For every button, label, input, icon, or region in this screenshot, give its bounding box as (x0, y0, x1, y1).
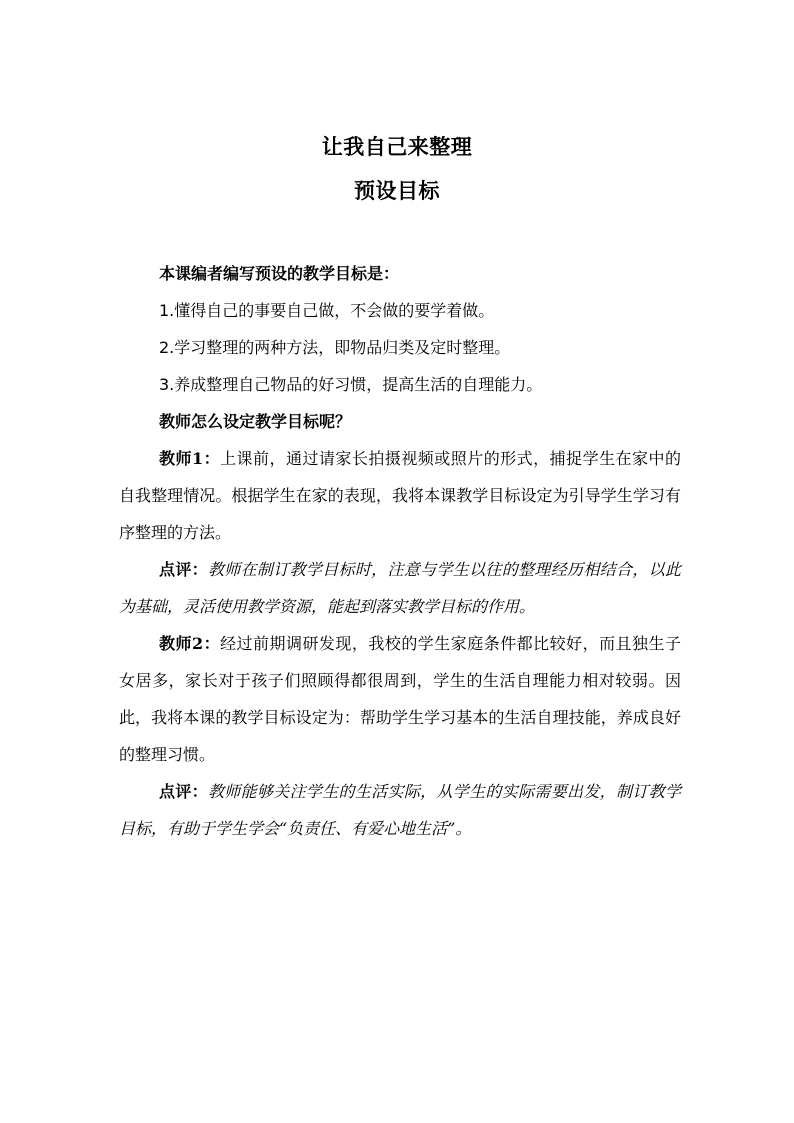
teacher2-text: 经过前期调研发现，我校的学生家庭条件都比较好，而且独生子女居多，家长对于孩子们照顾得都很周到，学生的生活自理能力相对较弱。因此，我将本课的教学目标设定为：帮助学生学习基本的生活自理技能，养成良好的整理习惯。 (119, 634, 681, 764)
goal-item-2: 2.学习整理的两种方法，即物品归类及定时整理。 (159, 338, 511, 357)
document-subtitle: 预设目标 (354, 178, 440, 203)
comment1-text: 教师在制订教学目标时，注意与学生以往的整理经历相结合，以此为基础，灵活使用教学资源，能起到落实教学目标的作用。 (119, 560, 681, 616)
teacher2-label: 教师2： (159, 634, 221, 653)
goal-item-1: 1.懂得自己的事要自己做，不会做的要学着做。 (159, 301, 495, 320)
goal-item-3: 3.养成整理自己物品的好习惯，提高生活的自理能力。 (159, 375, 543, 394)
teacher1-label: 教师1： (159, 449, 221, 468)
comment1-paragraph (119, 551, 681, 625)
document-body (119, 255, 681, 847)
comment2-label: 点评： (159, 782, 208, 801)
section-heading-preset-goals: 本课编者编写预设的教学目标是： (159, 264, 400, 283)
teacher1-text: 上课前，通过请家长拍摄视频或照片的形式，捕捉学生在家中的自我整理情况。根据学生在家的表现，我将本课教学目标设定为引导学生学习有序整理的方法。 (119, 449, 681, 542)
comment2-text: 教师能够关注学生的生活实际，从学生的实际需要出发，制订教学目标，有助于学生学会“负责任、有爱心地生活”。 (119, 782, 681, 838)
comment1-label: 点评： (159, 560, 208, 579)
comment2-paragraph (119, 773, 681, 847)
teacher1-paragraph (119, 440, 681, 551)
teacher2-paragraph (119, 625, 681, 773)
document-title: 让我自己来整理 (321, 134, 473, 159)
section-heading-teacher-goals: 教师怎么设定教学目标呢？ (159, 412, 352, 431)
